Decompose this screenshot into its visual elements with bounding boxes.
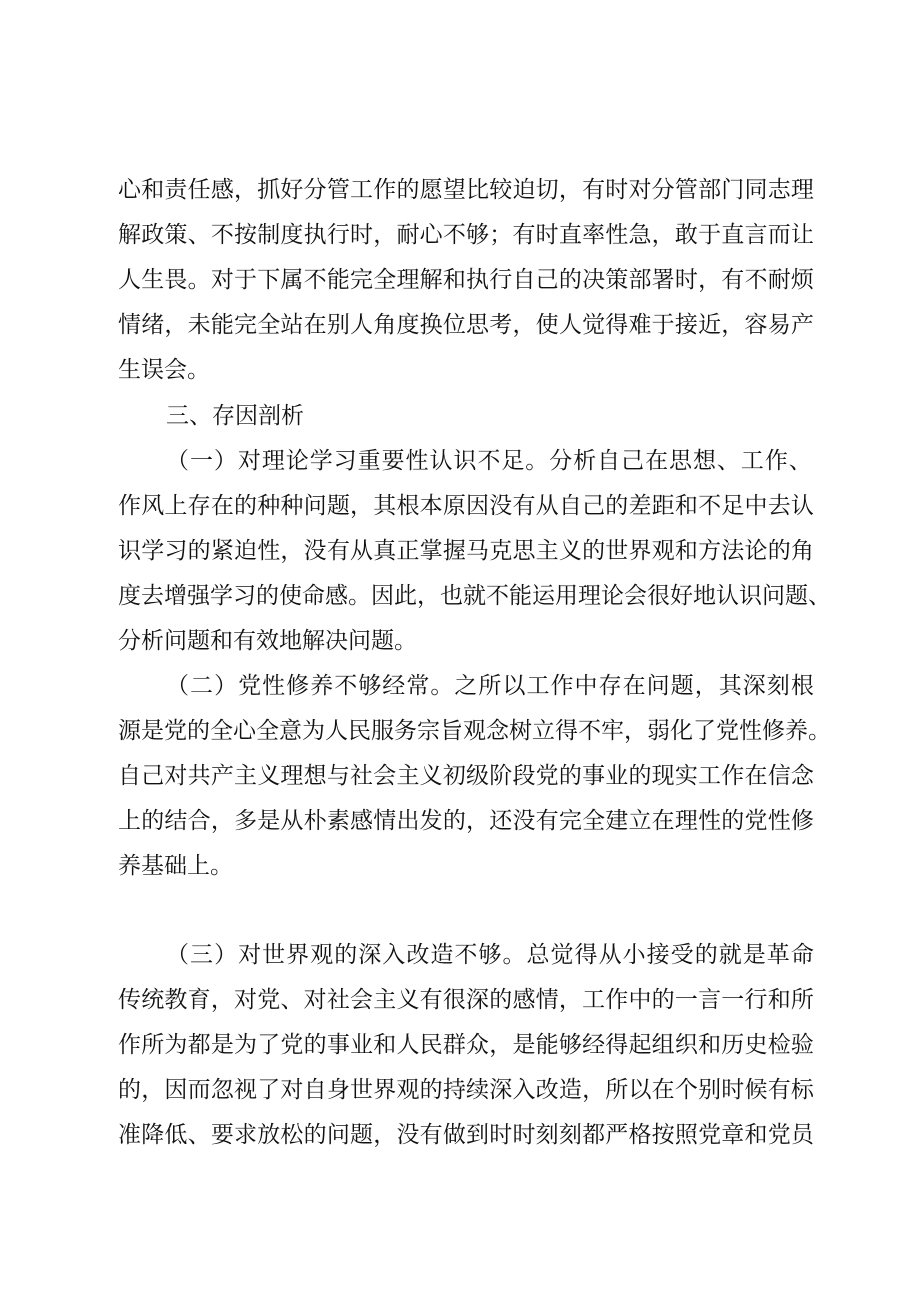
- paragraph-line: 传 统 教 育 ， 对 党 、 对 社 会 主 义 有 很 深 的 感 情 ， 工 作 中 的 一 言 一 行 和 所: [118, 987, 814, 1013]
- section-heading: 三、存因剖析: [166, 403, 304, 429]
- paragraph-line: （ 二 ） 党 性 修 养 不 够 经 常 。 之 所 以 工 作 中 存 在 问 题 ， 其 深 刻 根: [166, 673, 814, 699]
- paragraph-line: 养基础上。: [118, 853, 233, 879]
- paragraph-line: 人 生 畏 。 对 于 下 属 不 能 完 全 理 解 和 执 行 自 己 的 决 策 部 署 时 ， 有 不 耐 烦: [118, 267, 814, 293]
- paragraph-line: 度 去 增 强 学 习 的 使 命 感 。 因 此 ， 也 就 不 能 运 用 理 论 会 很 好 地 认 识 问 题 、: [118, 583, 831, 609]
- paragraph-line: 自 己 对 共 产 主 义 理 想 与 社 会 主 义 初 级 阶 段 党 的 事 业 的 现 实 工 作 在 信 念: [118, 763, 814, 789]
- paragraph-line: （ 三 ） 对 世 界 观 的 深 入 改 造 不 够 。 总 觉 得 从 小 接 受 的 就 是 革 命: [166, 942, 814, 968]
- paragraph-line: 作 所 为 都 是 为 了 党 的 事 业 和 人 民 群 众 ， 是 能 够 经 得 起 组 织 和 历 史 检 验: [118, 1032, 814, 1058]
- paragraph-line: 识 学 习 的 紧 迫 性 ， 没 有 从 真 正 掌 握 马 克 思 主 义 的 世 界 观 和 方 法 论 的 角: [118, 538, 814, 564]
- paragraph-line: 情 绪 ， 未 能 完 全 站 在 别 人 角 度 换 位 思 考 ， 使 人 觉 得 难 于 接 近 ， 容 易 产: [118, 312, 814, 338]
- paragraph-line: 的 ， 因 而 忽 视 了 对 自 身 世 界 观 的 持 续 深 入 改 造 ， 所 以 在 个 别 时 候 有 标: [118, 1077, 814, 1103]
- paragraph-line: 心 和 责 任 感 ， 抓 好 分 管 工 作 的 愿 望 比 较 迫 切 ， 有 时 对 分 管 部 门 同 志 理: [118, 177, 814, 203]
- paragraph-line: 生误会。: [118, 357, 210, 383]
- paragraph-line: 解 政 策 、 不 按 制 度 执 行 时 ， 耐 心 不 够 ； 有 时 直 率 性 急 ， 敢 于 直 言 而 让: [118, 222, 814, 248]
- paragraph-line: 分析问题和有效地解决问题。: [118, 628, 417, 654]
- paragraph-line: 上 的 结 合 ， 多 是 从 朴 素 感 情 出 发 的 ， 还 没 有 完 全 建 立 在 理 性 的 党 性 修: [118, 808, 814, 834]
- paragraph-line: 源 是 党 的 全 心 全 意 为 人 民 服 务 宗 旨 观 念 树 立 得 不 牢 ， 弱 化 了 党 性 修 养 。: [118, 718, 831, 744]
- paragraph-line: （ 一 ） 对 理 论 学 习 重 要 性 认 识 不 足 。 分 析 自 己 在 思 想 、 工 作 、: [166, 448, 812, 474]
- paragraph-line: 准 降 低 、 要 求 放 松 的 问 题 ， 没 有 做 到 时 时 刻 刻 都 严 格 按 照 党 章 和 党 员: [118, 1122, 814, 1148]
- paragraph-line: 作 风 上 存 在 的 种 种 问 题 ， 其 根 本 原 因 没 有 从 自 己 的 差 距 和 不 足 中 去 认: [118, 493, 814, 519]
